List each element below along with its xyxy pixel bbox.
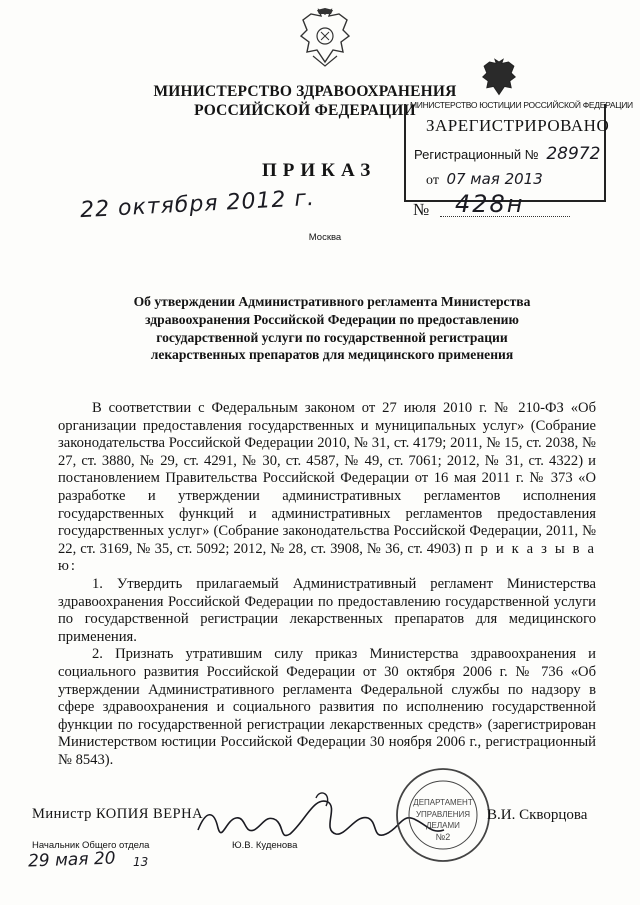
order-number: 428н: [455, 190, 525, 218]
city: Москва: [308, 232, 342, 243]
stamp-reg-date: 07 мая 2013: [446, 170, 543, 188]
russian-coat-of-arms-icon: [478, 58, 520, 100]
svg-text:УПРАВЛЕНИЯ: УПРАВЛЕНИЯ: [415, 810, 471, 819]
paragraph-1: 1. Утвердить прилагаемый Административный регламент Министерства здравоохранения Российской Федерации по предоставлению государственной услуги по государственной регистрации лекарственных препаратов для медицинского применения.: [58, 575, 596, 645]
stamp-status: ЗАРЕГИСТРИРОВАНО: [426, 116, 610, 135]
stamp-org: МИНИСТЕРСТВО ЮСТИЦИИ РОССИЙСКОЙ ФЕДЕРАЦИИ: [410, 100, 633, 110]
ministry-line-1: МИНИСТЕРСТВО ЗДРАВООХРАНЕНИЯ: [153, 83, 457, 100]
ministry-line-2: РОССИЙСКОЙ ФЕДЕРАЦИИ: [194, 102, 416, 119]
paragraph-2: 2. Признать утратившим силу приказ Министерства здравоохранения и социального развития Российской Федерации от 30 октября 2006 г. № 736 «Об утверждении Административного регламента Федеральной службы по надзору в сфере здравоохранения и социального развития по исполнению государственной функции по государственной регистрации лекарственных средств» (зарегистрирован Министерством юстиции Российской Федерации 30 ноября 2006 г., регистрационный № 8543).: [58, 646, 596, 768]
title-line-4: лекарственных препаратов для медицинского применения: [150, 347, 514, 363]
title-line-2: здравоохранения Российской Федерации по предоставлению: [145, 311, 519, 327]
certification-date: 29 мая 20: [27, 848, 116, 872]
svg-text:№2: №2: [435, 832, 451, 842]
order-number-label: №: [413, 200, 430, 219]
copy-mark: Министр КОПИЯ ВЕРНА: [32, 806, 204, 822]
stamp-reg-number-row: [414, 144, 600, 164]
order-verb: п р и к а з ы в а ю:: [58, 540, 596, 575]
order-date: 22 октября 2012 г.: [79, 185, 316, 224]
title-line-3: государственной услуги по государственной регистрации: [156, 329, 508, 345]
paragraph-preamble: [58, 400, 596, 576]
stamp-from-label: от: [426, 173, 439, 188]
signer-name: В.И. Скворцова: [487, 807, 588, 823]
dept-head-name: Ю.В. Куденова: [232, 840, 298, 851]
number-underline: [440, 216, 570, 217]
document-body: [58, 400, 596, 769]
stamp-reg-label: Регистрационный №: [414, 147, 539, 162]
russian-coat-of-arms-icon: [297, 8, 353, 70]
svg-text:ДЕЛАМИ: ДЕЛАМИ: [426, 821, 460, 830]
round-stamp: [393, 765, 493, 865]
document-type: ПРИКАЗ: [262, 160, 377, 181]
preamble-text: В соответствии с Федеральным законом от 27 июля 2010 г. № 210-ФЗ «Об организации предоставления государственных и муниципальных услуг» (Собрание законодательства Российской Федерации 2010, № 31, ст. 4179; 2011, № 15, ст. 2038, № 27, ст. 3880, № 29, ст. 4291, № 30, ст. 4587, № 49, ст. 7061; 2012, № 31, ст. 4322) и постановлением Правительства Российской Федерации от 16 мая 2011 г. № 373 «О разработке и утверждении административных регламентов исполнения государственных функций и административных регламентов предоставления государственных услуг» (Собрание законодательства Российской Федерации, 2011, № 22, ст. 3169, № 35, ст. 5092; 2012, № 28, ст. 3908, № 36, ст. 4903): [58, 400, 596, 557]
registration-stamp: [404, 52, 633, 200]
title-line-1: Об утверждении Административного регламента Министерства: [133, 294, 531, 309]
stamp-reg-number: 28972: [546, 144, 601, 164]
document-title: [92, 293, 572, 364]
certification-year: 13: [133, 855, 149, 869]
dept-head-title: Начальник Общего отдела: [32, 840, 150, 851]
svg-text:ДЕПАРТАМЕНТ: ДЕПАРТАМЕНТ: [413, 798, 473, 807]
stamp-date-row: [426, 170, 543, 189]
